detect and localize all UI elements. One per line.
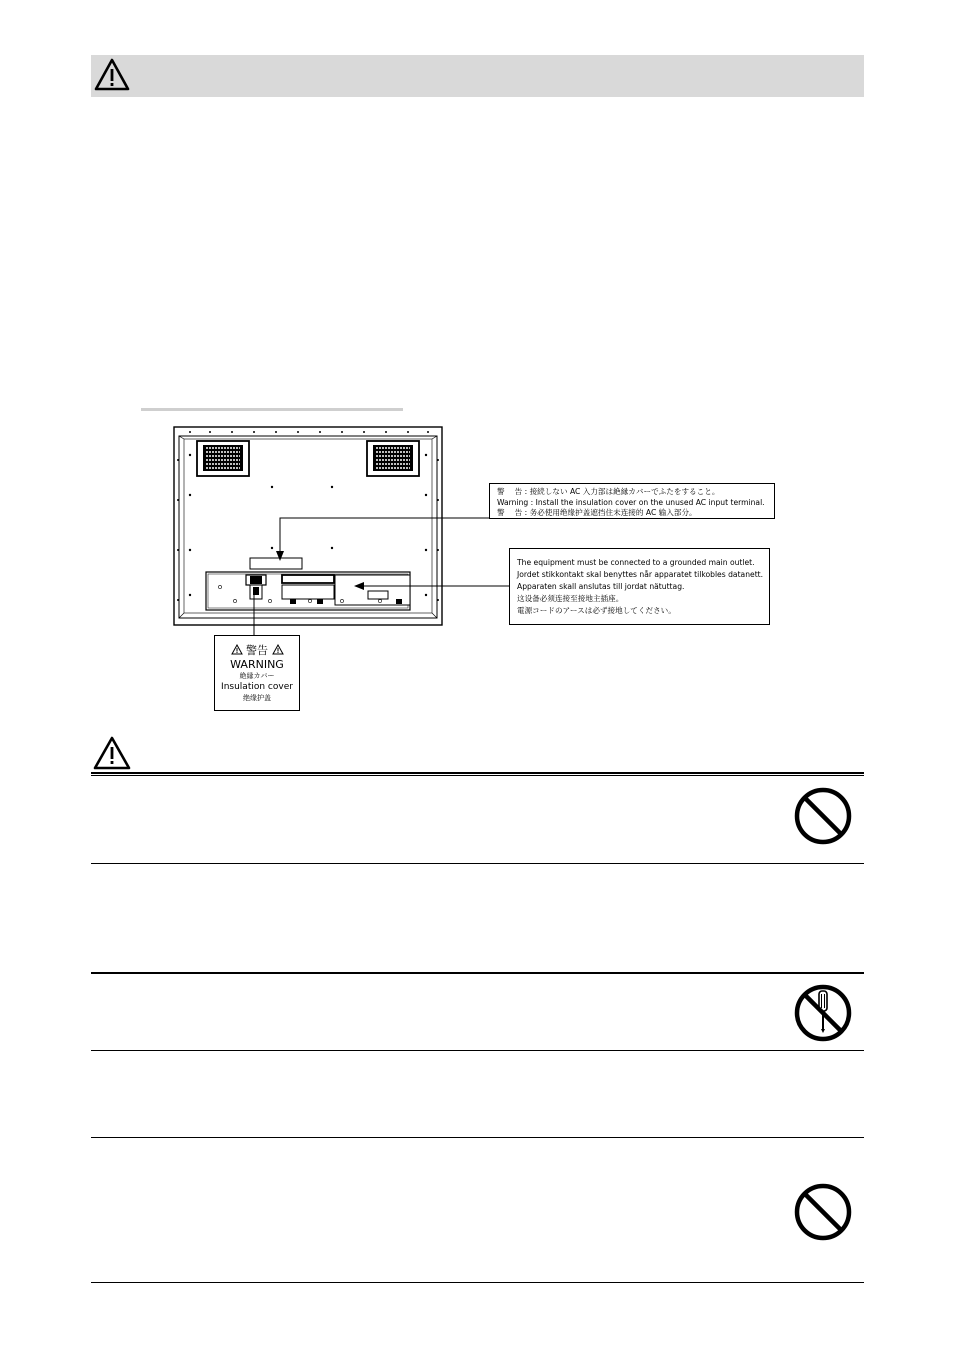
- insulation-label-zh: 绝缘护盖: [243, 694, 271, 702]
- ac-cover-line-ja: 警 告 : 接続しない AC 入力部は絶縁カバーでふたをすること。: [497, 487, 720, 496]
- row-divider: [91, 1050, 864, 1051]
- section-rule-thin: [91, 775, 864, 776]
- insulation-label-heading-text: 警告: [246, 644, 268, 657]
- ground-line-en: The equipment must be connected to a grounded main outlet.: [517, 558, 755, 567]
- insulation-label-heading: [217, 644, 297, 658]
- insulation-cover-label: [214, 635, 300, 711]
- ground-line-zh: 这设备必须连接至接地主插座。: [517, 594, 624, 603]
- ac-cover-line-zh: 警 告 : 务必使用绝缘护盖遮挡住未连接的 AC 输入部分。: [497, 508, 697, 517]
- warning-triangle-small-icon: [272, 644, 284, 655]
- no-disassembly-icon: [793, 983, 853, 1043]
- ac-cover-line-en: Warning : Install the insulation cover on the unused AC input terminal.: [497, 497, 765, 507]
- ground-line-sv: Apparaten skall anslutas till jordat nätuttag.: [517, 582, 685, 591]
- prohibition-icon: [793, 1182, 853, 1242]
- insulation-label-en: Insulation cover: [221, 682, 293, 692]
- warning-triangle-icon: [92, 735, 132, 771]
- ac-cover-warning-label: [489, 483, 775, 519]
- row-divider: [91, 972, 864, 974]
- prohibition-icon: [793, 786, 853, 846]
- insulation-label-warning: WARNING: [230, 658, 284, 671]
- row-divider: [91, 863, 864, 864]
- row-divider: [91, 1137, 864, 1138]
- insulation-label-ja: 絶縁カバー: [239, 672, 275, 680]
- section-rule: [91, 772, 864, 774]
- ground-line-no: Jordet stikkontakt skal benyttes når apparatet tilkobles datanett.: [517, 570, 764, 579]
- warning-triangle-small-icon: [231, 644, 243, 655]
- ground-line-ja: 電源コードのアースは必ず接地してください。: [517, 606, 676, 615]
- figure-title-rule: [141, 408, 403, 411]
- row-divider: [91, 1282, 864, 1283]
- grounding-warning-label: [509, 548, 770, 625]
- warning-triangle-icon: [93, 57, 131, 93]
- header-bar: [91, 55, 864, 97]
